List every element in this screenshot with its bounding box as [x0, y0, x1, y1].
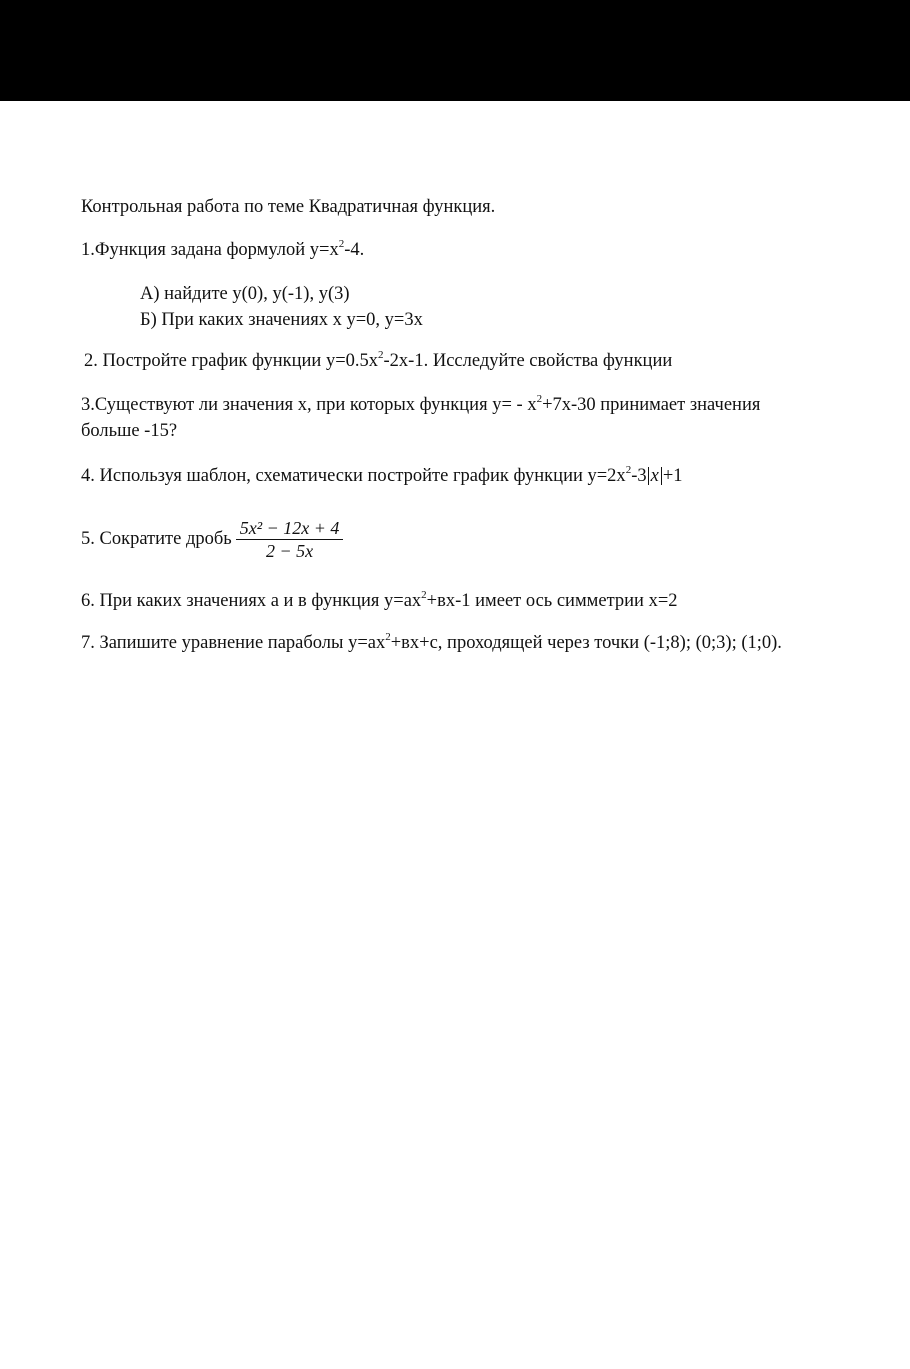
task-4-tail: +1	[662, 466, 683, 486]
task-6-text: 6. При каких значениях а и в функция y=ax	[81, 591, 422, 611]
task-1-text: 1.Функция задана формулой y=x	[81, 240, 339, 260]
task-7-text: 7. Запишите уравнение параболы y=ax	[81, 633, 386, 653]
task-7-exponent: 2	[385, 631, 391, 643]
task-6-statement	[81, 590, 678, 614]
task-1-statement	[81, 239, 364, 263]
task-3-statement	[81, 394, 760, 418]
task-3-tail: +7x-30 принимает значения	[542, 395, 761, 415]
top-black-bar	[0, 0, 910, 101]
task-2-text: 2. Постройте график функции y=0.5x	[84, 351, 379, 371]
task-2-tail: -2x-1. Исследуйте свойства функции	[383, 351, 673, 371]
task-4-abs-x: x	[648, 467, 662, 485]
task-3-line-2: больше -15?	[81, 421, 178, 441]
task-5-statement	[81, 517, 343, 562]
task-4-exponent: 2	[625, 464, 632, 476]
task-7-tail: +вx+c, проходящей через точки (-1;8); (0;3); (1;0).	[390, 633, 782, 653]
task-4-statement	[81, 465, 683, 489]
fraction-numerator: 5x² − 12x + 4	[236, 517, 344, 540]
task-2-exponent: 2	[378, 349, 384, 361]
task-6-tail: +вx-1 имеет ось симметрии х=2	[426, 591, 678, 611]
task-4-mid: -3	[631, 466, 647, 486]
task-3-exponent: 2	[536, 393, 543, 405]
task-3-text: 3.Существуют ли значения х, при которых функция y= - x	[81, 395, 537, 415]
task-5-fraction	[236, 517, 344, 562]
task-4-text: 4. Используя шаблон, схематически постройте график функции y=2x	[81, 466, 626, 486]
task-5-text: 5. Сократите дробь	[81, 528, 232, 549]
task-6-exponent: 2	[421, 589, 427, 601]
task-1-tail: -4.	[344, 240, 365, 260]
task-1-part-a: А) найдите y(0), y(-1), y(3)	[140, 284, 350, 304]
task-1-exponent: 2	[338, 238, 345, 250]
task-2-statement	[84, 350, 672, 374]
document-title: Контрольная работа по теме Квадратичная функция.	[81, 197, 496, 217]
task-7-statement	[81, 632, 782, 656]
fraction-denominator: 2 − 5x	[266, 541, 314, 561]
task-1-part-b: Б) При каких значениях х y=0, y=3x	[140, 310, 423, 330]
